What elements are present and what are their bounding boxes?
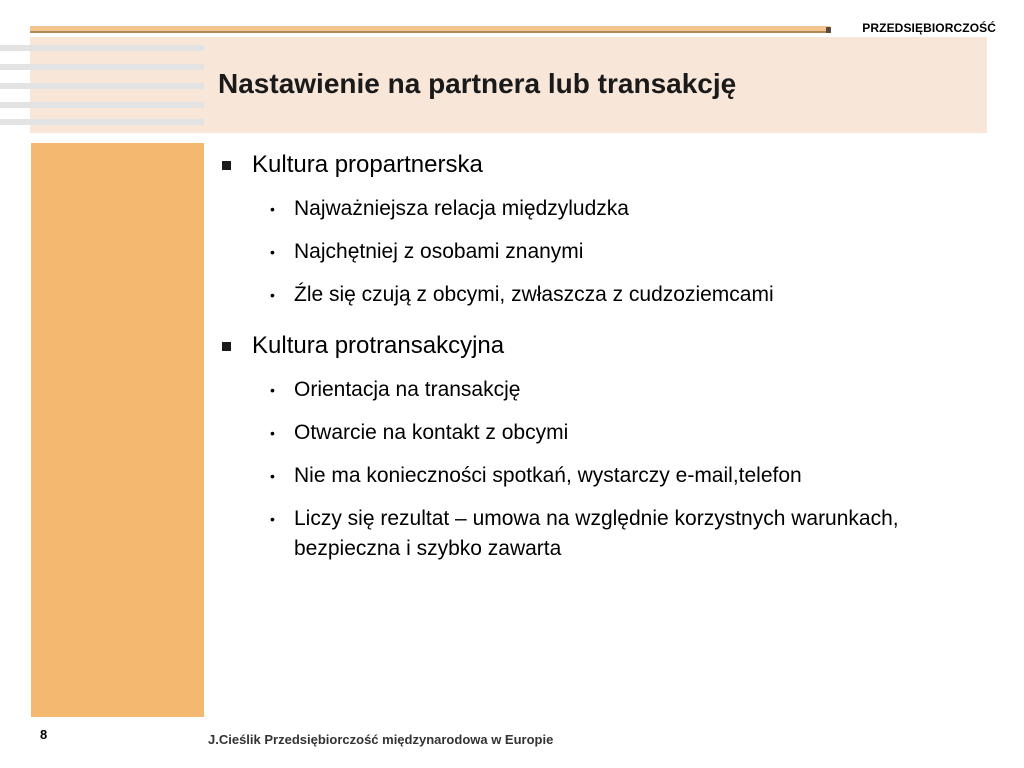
list-item-text: Nie ma konieczności spotkań, wystarczy e-mail,telefon (294, 464, 802, 487)
stripe (0, 45, 204, 51)
header-divider-end (826, 27, 831, 33)
list-item (218, 280, 934, 310)
brand-label: PRZEDSIĘBIORCZOŚĆ (862, 21, 996, 35)
dot-bullet-icon: • (270, 425, 275, 441)
section-heading-text: Kultura protransakcyjna (252, 332, 505, 359)
list-item-text: Najważniejsza relacja międzyludzka (294, 197, 629, 220)
dot-bullet-icon: • (270, 244, 275, 260)
dot-bullet-icon: • (270, 511, 275, 527)
footer-text: J.Cieślik Przedsiębiorczość międzynarodowa w Europie (208, 732, 554, 747)
slide-content (218, 150, 918, 577)
square-bullet-icon (222, 161, 231, 170)
section-heading (218, 150, 918, 180)
list-item (218, 375, 934, 405)
list-item (218, 237, 934, 267)
slide-title: Nastawienie na partnera lub transakcję (218, 68, 737, 99)
stripe (0, 102, 204, 108)
stripe (0, 64, 204, 70)
dot-bullet-icon: • (270, 468, 275, 484)
square-bullet-icon (222, 342, 231, 351)
section-heading-text: Kultura propartnerska (252, 151, 483, 178)
dot-bullet-icon: • (270, 287, 275, 303)
list-item-text: Najchętniej z osobami znanymi (294, 240, 584, 263)
list-item-text: Liczy się rezultat – umowa na względnie korzystnych warunkach, bezpieczna i szybko zawarta (294, 507, 899, 560)
section-heading (218, 331, 918, 361)
decorative-stripes (0, 45, 204, 125)
left-accent-band (31, 143, 204, 717)
list-item (218, 504, 934, 564)
list-item (218, 418, 934, 448)
list-item (218, 461, 934, 491)
dot-bullet-icon: • (270, 382, 275, 398)
header-divider-line (30, 26, 830, 33)
list-item-text: Orientacja na transakcję (294, 378, 521, 401)
page-number: 8 (40, 727, 48, 742)
list-item-text: Otwarcie na kontakt z obcymi (294, 421, 569, 444)
list-item (218, 194, 934, 224)
stripe (0, 83, 204, 89)
dot-bullet-icon: • (270, 201, 275, 217)
stripe (0, 119, 204, 125)
list-item-text: Źle się czują z obcymi, zwłaszcza z cudzoziemcami (294, 283, 774, 306)
